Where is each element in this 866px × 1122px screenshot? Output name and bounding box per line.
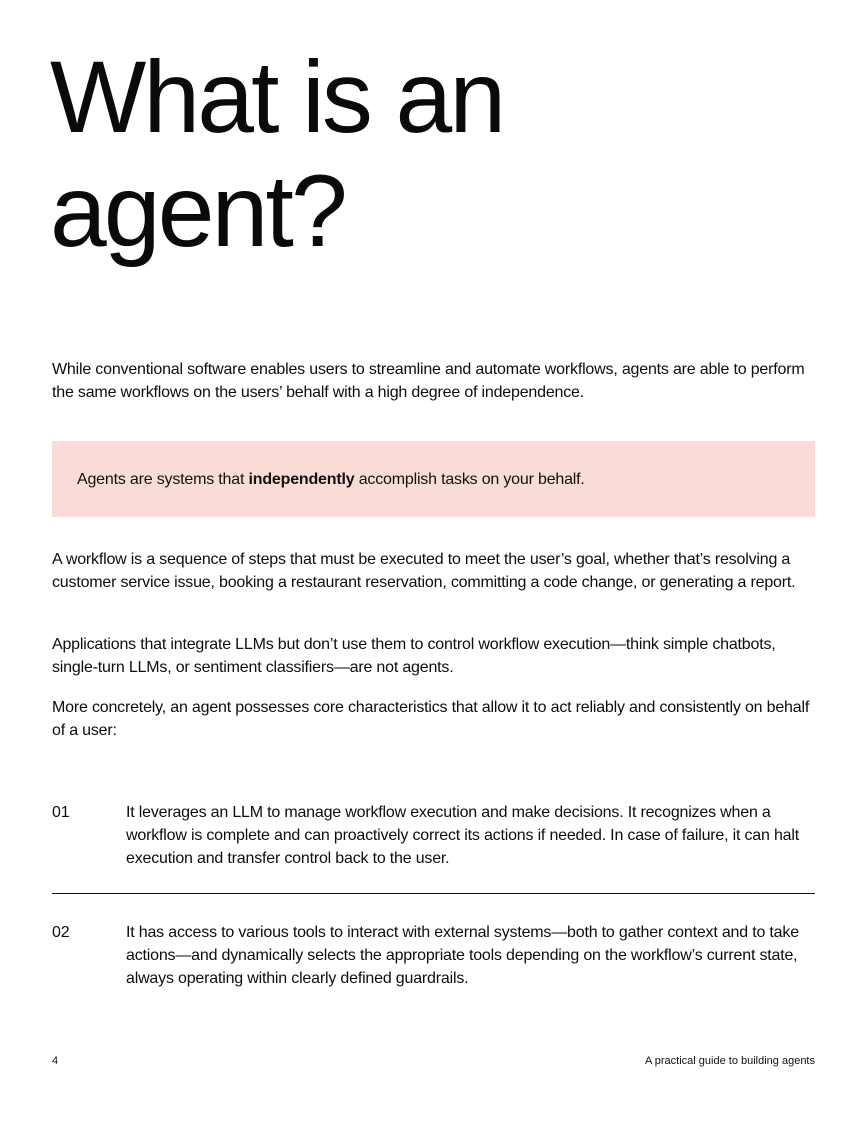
body-paragraph-workflow: A workflow is a sequence of steps that must be executed to meet the user’s goal, whether that’s resolving a customer service issue, booking a restaurant reservation, committing a code change, or generating a report. — [52, 551, 796, 591]
body-paragraph-applications: Applications that integrate LLMs but don’t use them to control workflow execution—think simple chatbots, single-turn LLMs, or sentiment classifiers—are not agents. — [52, 636, 776, 676]
list-divider — [52, 893, 815, 894]
list-item-text: It has access to various tools to interact with external systems—both to gather context and to take actions—and dynamically selects the appropriate tools depending on the workflow’s current state, always operating within clearly defined guardrails. — [126, 924, 799, 987]
page-title — [50, 40, 503, 268]
callout-text — [77, 468, 585, 491]
footer-doc-title: A practical guide to building agents — [644, 1055, 815, 1067]
list-item-02 — [52, 921, 816, 990]
page-title-line-2: agent? — [50, 154, 345, 268]
body-paragraph-more-concretely: More concretely, an agent possesses core characteristics that allow it to act reliably and consistently on behalf of a user: — [52, 699, 810, 739]
callout-text-bold: independently — [248, 470, 355, 488]
list-item-01 — [52, 801, 816, 870]
list-item-text: It leverages an LLM to manage workflow execution and make decisions. It recognizes when a workflow is complete and can proactively correct its actions if needed. In case of failure, it can halt execution and transfer control back to the user. — [126, 804, 800, 867]
page-title-line-1: What is an — [50, 40, 504, 154]
callout-text-prefix: Agents are systems that — [77, 470, 249, 488]
list-item-number: 02 — [52, 924, 70, 941]
intro-paragraph: While conventional software enables users to streamline and automate workflows, agents are able to perform the same workflows on the users’ behalf with a high degree of independence. — [52, 361, 805, 401]
callout-text-suffix: accomplish tasks on your behalf. — [354, 470, 585, 488]
callout-box — [52, 441, 815, 517]
page-number: 4 — [52, 1055, 59, 1067]
list-item-number: 01 — [52, 804, 70, 821]
page-footer — [52, 1054, 815, 1068]
